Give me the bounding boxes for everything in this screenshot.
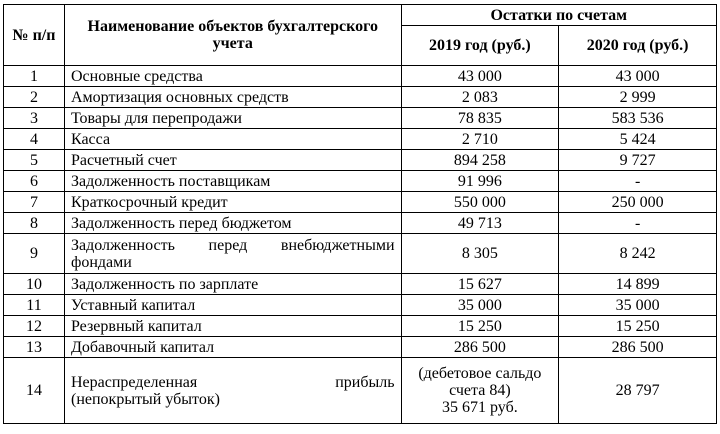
row-value-2019: 286 500 xyxy=(401,337,559,358)
row-number: 9 xyxy=(4,234,65,274)
table-row xyxy=(4,316,717,337)
accounts-table xyxy=(3,4,717,424)
row-value-2020: 14 899 xyxy=(559,274,717,295)
table-row xyxy=(4,274,717,295)
table-row xyxy=(4,108,717,129)
table-row xyxy=(4,192,717,213)
header-name: Наименование объектов бухгалтерского учета xyxy=(64,5,401,66)
table-row xyxy=(4,87,717,108)
row-number: 7 xyxy=(4,192,65,213)
row-number: 2 xyxy=(4,87,65,108)
row-value-2020: 2 999 xyxy=(559,87,717,108)
row-value-2020: 9 727 xyxy=(559,150,717,171)
row-value-2020: 5 424 xyxy=(559,129,717,150)
row-number: 6 xyxy=(4,171,65,192)
row-number: 10 xyxy=(4,274,65,295)
row-name-part: Нераспределенная xyxy=(70,373,198,391)
row-name: Основные средства xyxy=(64,66,401,87)
row-name: Задолженность по зарплате xyxy=(64,274,401,295)
row-value-note: (дебетовое сальдо xyxy=(418,365,542,382)
row-name-part: Задолженность xyxy=(70,236,175,254)
row-value-2020: 8 242 xyxy=(559,234,717,274)
header-year-2019: 2019 год (руб.) xyxy=(401,26,559,66)
row-number: 8 xyxy=(4,213,65,234)
row-value-2020: 28 797 xyxy=(559,358,717,424)
row-name: Краткосрочный кредит xyxy=(64,192,401,213)
row-value-2019: 35 000 xyxy=(401,295,559,316)
row-name-part: фондами xyxy=(70,253,132,271)
row-number: 3 xyxy=(4,108,65,129)
row-name-part: (непокрытый убыток) xyxy=(70,390,220,408)
row-name: Расчетный счет xyxy=(64,150,401,171)
row-value-2020: 35 000 xyxy=(559,295,717,316)
header-balances: Остатки по счетам xyxy=(401,5,717,26)
row-value-2020: 43 000 xyxy=(559,66,717,87)
row-name: Уставный капитал xyxy=(64,295,401,316)
row-value-2020: 15 250 xyxy=(559,316,717,337)
row-value-2020: - xyxy=(559,171,717,192)
header-num: № п/п xyxy=(4,5,65,66)
row-value-2019: 43 000 xyxy=(401,66,559,87)
row-name-part: внебюджетными xyxy=(280,236,395,254)
row-value-2019: 15 627 xyxy=(401,274,559,295)
row-number: 5 xyxy=(4,150,65,171)
row-value-2019: 8 305 xyxy=(401,234,559,274)
row-value-note: счета 84) xyxy=(449,382,511,399)
row-value-2019: 78 835 xyxy=(401,108,559,129)
row-number: 14 xyxy=(4,358,65,424)
table-row xyxy=(4,337,717,358)
header-year-2020: 2020 год (руб.) xyxy=(559,26,717,66)
row-value-2019: 2 083 xyxy=(401,87,559,108)
row-name: Амортизация основных средств xyxy=(64,87,401,108)
row-number: 13 xyxy=(4,337,65,358)
row-value-2020: 583 536 xyxy=(559,108,717,129)
row-name: Касса xyxy=(64,129,401,150)
table-row xyxy=(4,66,717,87)
row-value-2020: - xyxy=(559,213,717,234)
table-row xyxy=(4,295,717,316)
row-number: 12 xyxy=(4,316,65,337)
row-name: Резервный капитал xyxy=(64,316,401,337)
row-name: Товары для перепродажи xyxy=(64,108,401,129)
table-row xyxy=(4,171,717,192)
row-value-2019: 91 996 xyxy=(401,171,559,192)
row-number: 11 xyxy=(4,295,65,316)
row-number: 4 xyxy=(4,129,65,150)
table-row xyxy=(4,358,717,424)
row-value-2020: 250 000 xyxy=(559,192,717,213)
table-row xyxy=(4,234,717,274)
row-value-note: 35 671 руб. xyxy=(442,399,518,416)
table-row xyxy=(4,129,717,150)
row-number: 1 xyxy=(4,66,65,87)
table-row xyxy=(4,150,717,171)
row-name-part: прибыль xyxy=(335,373,395,391)
row-name: Задолженность поставщикам xyxy=(64,171,401,192)
row-value-2019: 894 258 xyxy=(401,150,559,171)
row-name: Добавочный капитал xyxy=(64,337,401,358)
row-name xyxy=(64,234,401,274)
row-name xyxy=(64,358,401,424)
row-value-2019: 49 713 xyxy=(401,213,559,234)
row-value-2019: 550 000 xyxy=(401,192,559,213)
row-value-2019: 15 250 xyxy=(401,316,559,337)
table-row xyxy=(4,213,717,234)
row-name-part: перед xyxy=(208,236,248,254)
row-value-2020: 286 500 xyxy=(559,337,717,358)
row-name: Задолженность перед бюджетом xyxy=(64,213,401,234)
row-value-2019 xyxy=(401,358,559,424)
row-value-2019: 2 710 xyxy=(401,129,559,150)
